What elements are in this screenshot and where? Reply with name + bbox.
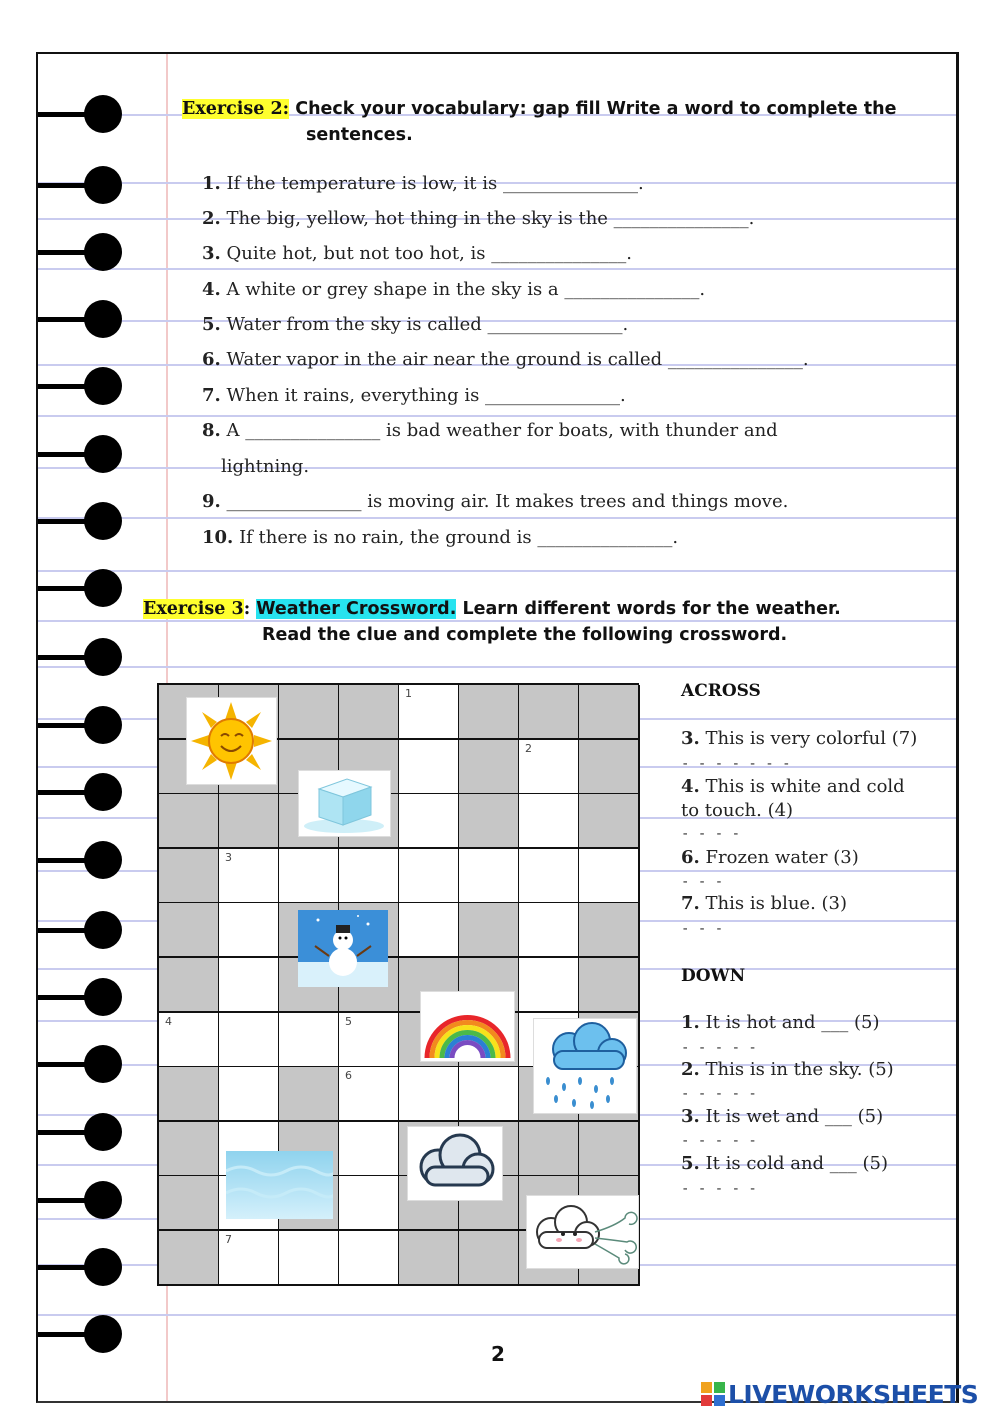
clue-number: 2 <box>525 741 532 755</box>
binding-ring <box>36 706 124 746</box>
exercise-3-title-rest: Learn different words for the weather. <box>462 599 841 619</box>
clue-number: 5 <box>345 1014 352 1028</box>
binding-ring <box>36 841 124 881</box>
snowman-picture <box>298 910 388 987</box>
gap-fill-sentence <box>202 385 626 406</box>
crossword-cell[interactable] <box>339 1122 400 1177</box>
exercise-3-title <box>143 599 841 619</box>
crossword-cell[interactable] <box>339 1231 400 1286</box>
crossword-cell[interactable] <box>519 903 580 958</box>
binding-ring <box>36 773 124 813</box>
sentence-text: Water from the sky is called _______________. <box>226 314 629 335</box>
down-clue-number: 5. <box>681 1153 700 1174</box>
sentence-text: _______________ is moving air. It makes trees and things move. <box>226 491 789 512</box>
crossword-cell[interactable] <box>459 849 520 904</box>
sentence-text: Quite hot, but not too hot, is _______________. <box>226 243 632 264</box>
down-clue-line <box>681 1012 879 1033</box>
liveworksheets-watermark <box>700 1378 978 1410</box>
gap-fill-sentence <box>202 208 754 229</box>
binding-ring <box>36 638 124 678</box>
gap-fill-sentence <box>202 527 678 548</box>
down-clue-number: 3. <box>681 1106 700 1127</box>
across-clue-line <box>681 847 859 868</box>
liveworksheets-logo-icon <box>700 1381 726 1407</box>
down-clue-number: 2. <box>681 1059 700 1080</box>
rainbow-picture <box>420 991 515 1062</box>
crossword-block <box>159 1176 220 1231</box>
ruled-line <box>38 467 956 469</box>
clue-number: 3 <box>225 850 232 864</box>
exercise-2-title-line2: sentences. <box>306 125 413 145</box>
crossword-cell[interactable] <box>579 849 640 904</box>
sentence-text: A white or grey shape in the sky is a _______________. <box>226 279 706 300</box>
gap-fill-sentence <box>202 314 628 335</box>
answer-dashes: - - - - - <box>681 1040 757 1056</box>
across-clue-line <box>681 728 917 749</box>
crossword-block <box>459 903 520 958</box>
crossword-cell[interactable] <box>279 1013 340 1068</box>
crossword-block <box>159 1122 220 1177</box>
answer-dashes: - - - <box>681 921 724 937</box>
liveworksheets-brand: LIVEWORKSHEETS <box>728 1379 979 1409</box>
sentence-number: 10. <box>202 527 234 548</box>
gap-fill-sentence <box>202 491 788 512</box>
crossword-block <box>159 958 220 1013</box>
down-clue-line <box>681 1153 888 1174</box>
crossword-block <box>279 685 340 740</box>
binding-ring <box>36 1315 124 1355</box>
crossword-block <box>159 794 220 849</box>
rainbow-icon <box>421 992 514 1061</box>
sentence-text: The big, yellow, hot thing in the sky is the _______________. <box>226 208 755 229</box>
sentence-number: 1. <box>202 173 221 194</box>
down-clue-text: This is in the sky. (5) <box>705 1059 894 1080</box>
crossword-cell[interactable] <box>399 903 460 958</box>
ruled-line <box>38 620 956 622</box>
binding-ring <box>36 1181 124 1221</box>
crossword-block <box>399 1231 460 1286</box>
crossword-cell[interactable] <box>219 1231 280 1286</box>
crossword-cell[interactable] <box>519 849 580 904</box>
answer-dashes: - - - - - <box>681 1086 757 1102</box>
crossword-cell[interactable] <box>519 740 580 795</box>
binding-ring <box>36 1113 124 1153</box>
down-clue-text: It is cold and ___ (5) <box>705 1153 889 1174</box>
crossword-cell[interactable] <box>159 1013 220 1068</box>
across-clue-line <box>681 776 905 797</box>
crossword-cell[interactable] <box>219 849 280 904</box>
answer-dashes: - - - - - - - <box>681 756 791 772</box>
down-clue-line <box>681 1106 883 1127</box>
crossword-block <box>579 685 640 740</box>
binding-ring <box>36 300 124 340</box>
crossword-cell[interactable] <box>219 1067 280 1122</box>
ruled-line <box>38 666 956 668</box>
down-clue-text: It is wet and ___ (5) <box>705 1106 884 1127</box>
across-clue-number: 7. <box>681 893 700 914</box>
sentence-text: Water vapor in the air near the ground is called _______________. <box>226 349 809 370</box>
crossword-cell[interactable] <box>339 1176 400 1231</box>
exercise-3-label: Exercise 3 <box>143 599 244 619</box>
crossword-block <box>579 903 640 958</box>
sun-icon <box>187 698 276 784</box>
gap-fill-sentence <box>221 456 309 477</box>
crossword-cell[interactable] <box>399 740 460 795</box>
exercise-2-label: Exercise 2: <box>182 99 290 119</box>
across-clue-line <box>681 800 793 821</box>
clue-number: 1 <box>405 687 412 700</box>
binding-ring <box>36 435 124 475</box>
cloud-picture <box>407 1126 503 1201</box>
crossword-title-highlight: Weather Crossword. <box>256 599 457 619</box>
sentence-text: If the temperature is low, it is _______________. <box>226 173 644 194</box>
answer-dashes: - - - - - <box>681 1133 757 1149</box>
crossword-block <box>519 1122 580 1177</box>
exercise-3-title-line2: Read the clue and complete the following crossword. <box>262 625 788 645</box>
rain-cloud-icon <box>534 1019 636 1113</box>
binding-ring <box>36 911 124 951</box>
down-clue-text: It is hot and ___ (5) <box>705 1012 880 1033</box>
crossword-block <box>339 685 400 740</box>
crossword-block <box>159 903 220 958</box>
blue-sky-picture <box>226 1151 333 1219</box>
gap-fill-sentence <box>202 420 778 441</box>
answer-dashes: - - - <box>681 874 724 890</box>
across-clue-number: 3. <box>681 728 700 749</box>
crossword-block <box>159 1231 220 1286</box>
sun-picture <box>186 697 277 785</box>
crossword-block <box>159 1067 220 1122</box>
crossword-block <box>579 740 640 795</box>
sentence-number: 6. <box>202 349 221 370</box>
answer-dashes: - - - - - <box>681 1181 757 1197</box>
page-number: 2 <box>491 1342 505 1366</box>
sentence-number: 7. <box>202 385 221 406</box>
across-clue-text: Frozen water (3) <box>705 847 859 868</box>
binding-ring <box>36 367 124 407</box>
cloud-icon <box>408 1127 502 1200</box>
ruled-line <box>38 517 956 519</box>
crossword-block <box>279 1067 340 1122</box>
ice-cube-icon <box>299 771 390 836</box>
across-clue-text: to touch. (4) <box>681 800 794 821</box>
crossword-block <box>579 794 640 849</box>
crossword-cell[interactable] <box>399 1067 460 1122</box>
crossword-block <box>159 849 220 904</box>
binding-ring <box>36 95 124 135</box>
crossword-cell[interactable] <box>279 1231 340 1286</box>
down-heading: DOWN <box>681 966 746 986</box>
clue-number: 7 <box>225 1233 232 1246</box>
ruled-line <box>38 570 956 572</box>
crossword-cell[interactable] <box>339 1013 400 1068</box>
sentence-number: 4. <box>202 279 221 300</box>
crossword-cell[interactable] <box>339 849 400 904</box>
binding-ring <box>36 978 124 1018</box>
answer-dashes: - - - - <box>681 826 741 842</box>
binding-ring <box>36 569 124 609</box>
binding-ring <box>36 1248 124 1288</box>
sentence-number: 5. <box>202 314 221 335</box>
exercise-3-colon: : <box>243 599 251 619</box>
crossword-cell[interactable] <box>279 849 340 904</box>
crossword-cell[interactable] <box>519 958 580 1013</box>
clue-number: 4 <box>165 1014 172 1028</box>
ruled-line <box>38 268 956 270</box>
crossword-block <box>219 794 280 849</box>
wind-cloud-icon <box>527 1196 638 1268</box>
crossword-cell[interactable] <box>459 1067 520 1122</box>
sentence-number: 9. <box>202 491 221 512</box>
snowman-icon <box>298 910 388 987</box>
crossword-block <box>459 794 520 849</box>
ice-cube-picture <box>298 770 391 837</box>
across-clue-text: This is blue. (3) <box>705 893 848 914</box>
crossword-cell[interactable] <box>219 958 280 1013</box>
down-clue-line <box>681 1059 894 1080</box>
down-clue-number: 1. <box>681 1012 700 1033</box>
ruled-line <box>38 1314 956 1316</box>
crossword-cell[interactable] <box>339 1067 400 1122</box>
sky-icon <box>226 1151 333 1219</box>
across-clue-number: 6. <box>681 847 700 868</box>
gap-fill-sentence <box>202 349 809 370</box>
binding-ring <box>36 1045 124 1085</box>
crossword-cell[interactable] <box>219 1013 280 1068</box>
crossword-cell[interactable] <box>399 849 460 904</box>
crossword-cell[interactable] <box>399 685 460 740</box>
rain-cloud-picture <box>533 1018 637 1114</box>
gap-fill-sentence <box>202 243 632 264</box>
clue-number: 6 <box>345 1069 352 1083</box>
across-clue-line <box>681 893 847 914</box>
ruled-line <box>38 415 956 417</box>
sentence-number: 8. <box>202 420 221 441</box>
exercise-2-title-line1: Check your vocabulary: gap fill Write a word to complete the <box>295 99 897 119</box>
sentence-number: 3. <box>202 243 221 264</box>
crossword-block <box>459 685 520 740</box>
crossword-block <box>519 685 580 740</box>
across-clue-text: This is white and cold <box>705 776 905 797</box>
sentence-number: 2. <box>202 208 221 229</box>
binding-ring <box>36 502 124 542</box>
binding-ring <box>36 233 124 273</box>
across-clue-text: This is very colorful (7) <box>705 728 918 749</box>
crossword-cell[interactable] <box>519 794 580 849</box>
across-clue-number: 4. <box>681 776 700 797</box>
crossword-block <box>459 740 520 795</box>
sentence-text: When it rains, everything is _______________. <box>226 385 626 406</box>
crossword-cell[interactable] <box>399 794 460 849</box>
binding-ring <box>36 166 124 206</box>
crossword-block <box>579 958 640 1013</box>
crossword-block <box>459 1231 520 1286</box>
crossword-cell[interactable] <box>219 903 280 958</box>
sentence-text: If there is no rain, the ground is _______________. <box>239 527 679 548</box>
sentence-text: A _______________ is bad weather for boats, with thunder and <box>226 420 778 441</box>
exercise-2-title <box>182 99 897 119</box>
across-heading: ACROSS <box>681 681 761 701</box>
sentence-text: lightning. <box>221 456 310 477</box>
gap-fill-sentence <box>202 279 705 300</box>
crossword-block <box>579 1122 640 1177</box>
wind-picture <box>526 1195 639 1269</box>
gap-fill-sentence <box>202 173 644 194</box>
